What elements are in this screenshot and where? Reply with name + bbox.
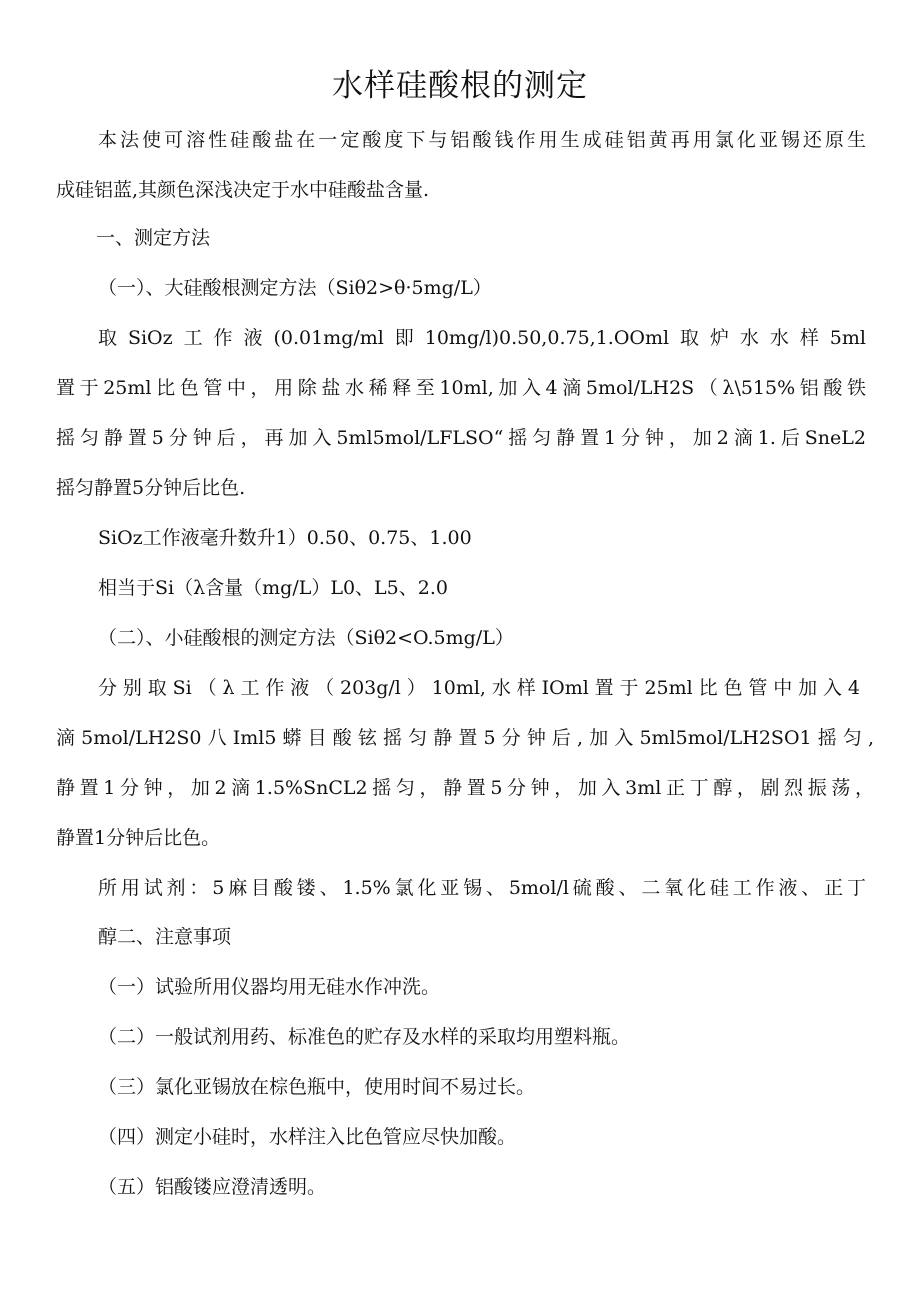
note-item-5: （五）铝酸镂应澄清透明。 — [98, 1176, 327, 1198]
reagents-line-2-notes-heading: 醇二、注意事项 — [98, 926, 232, 948]
paragraph-intro-line-2: 成硅铝蓝,其颜色深浅决定于水中硅酸盐含量. — [56, 179, 430, 201]
section-heading-method: 一、测定方法 — [96, 227, 211, 249]
equivalent-content: 相当于Si（λ含量（mg∕L）L0、L5、2.0 — [98, 577, 448, 599]
reagents-line-1: 所用试剂：5麻目酸镂、1.5%氯化亚锡、5mol∕l硫酸、二氧化硅工作液、正丁 — [98, 877, 866, 899]
procedure-small-line-2: 滴5mol∕LH2S0八Iml5蟒目酸铉摇匀静置5分钟后,加入5ml5mol∕LH2SO1摇匀, — [56, 727, 874, 749]
procedure-large-line-3: 摇匀静置5分钟后，再加入5ml5mol∕LFLSO“摇匀静置1分钟，加2滴1.后SneL2 — [56, 427, 866, 449]
procedure-small-line-3: 静置1分钟，加2滴1.5%SnCL2摇匀，静置5分钟，加入3ml正丁醇，剧烈振荡， — [56, 777, 874, 799]
note-item-3: （三）氯化亚锡放在棕色瓶中，使用时间不易过长。 — [98, 1076, 536, 1098]
note-item-4: （四）测定小硅时，水样注入比色管应尽快加酸。 — [98, 1126, 517, 1148]
procedure-small-line-1: 分别取Si（λ工作液（203g∕l）10ml,水样IOml置于25ml比色管中加入4 — [98, 677, 860, 699]
procedure-large-line-4: 摇匀静置5分钟后比色. — [56, 477, 246, 499]
procedure-large-line-2: 置于25ml比色管中，用除盐水稀释至10ml,加入4滴5mol∕LH2S（λ\515%铝酸铁 — [56, 377, 866, 399]
procedure-small-line-4: 静置1分钟后比色。 — [56, 827, 221, 849]
subheading-small-silicate: （二）、小硅酸根的测定方法（Siθ2<O.5mg∕L） — [98, 627, 514, 649]
note-item-1: （一）试验所用仪器均用无硅水作冲洗。 — [98, 976, 441, 998]
procedure-large-line-1: 取SiOz工作液(0.01mg∕ml即10mg∕l)0.50,0.75,1.OOml取炉水水样5ml — [98, 327, 866, 349]
paragraph-intro-line-1: 本法使可溶性硅酸盐在一定酸度下与铝酸钱作用生成硅铝黄再用氯化亚锡还原生 — [98, 129, 866, 151]
subheading-large-silicate: （一）、大硅酸根测定方法（Siθ2>θ·5mg∕L） — [98, 277, 492, 299]
working-solution-volumes: SiOz工作液毫升数升1）0.50、0.75、1.00 — [98, 527, 472, 549]
note-item-2: （二）一般试剂用药、标准色的贮存及水样的采取均用塑料瓶。 — [98, 1026, 631, 1048]
document-title: 水样硅酸根的测定 — [332, 68, 588, 104]
